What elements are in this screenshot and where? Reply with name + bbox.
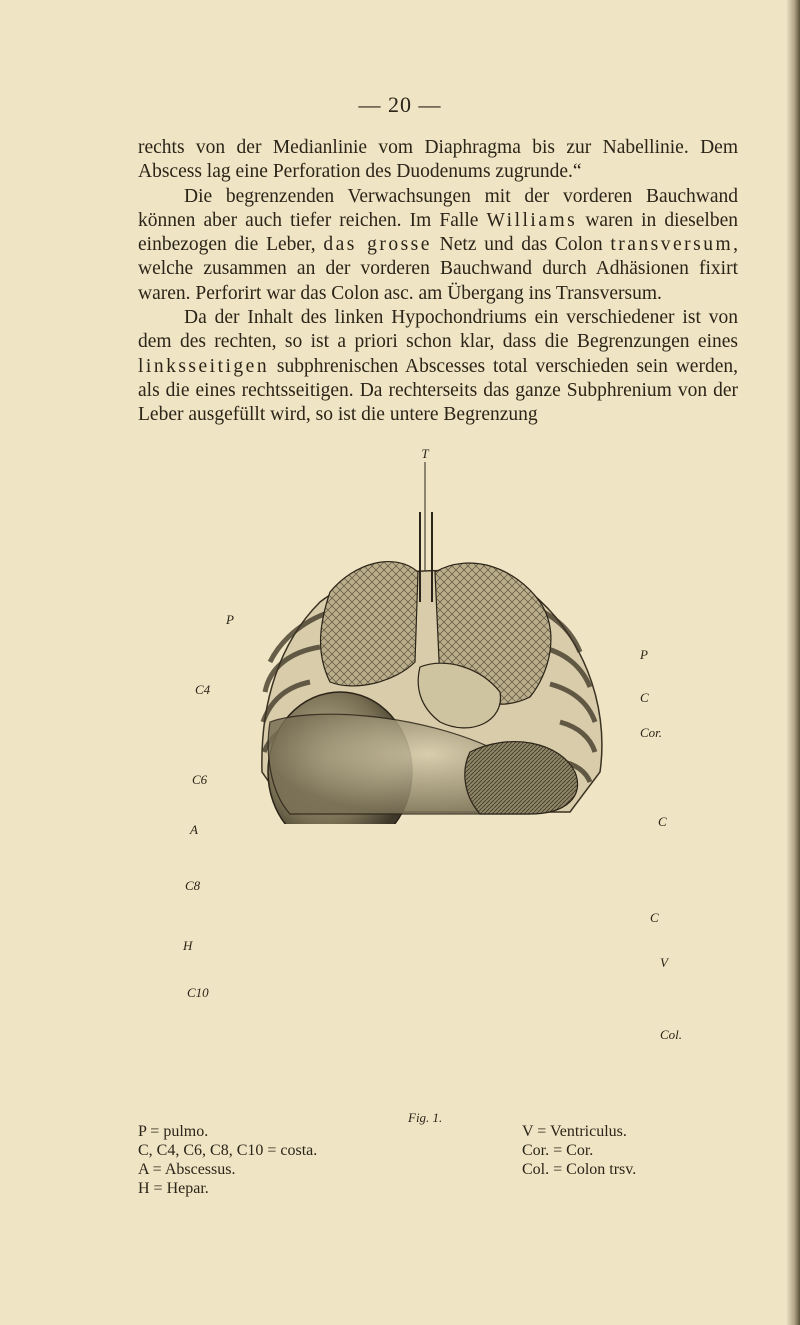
text-segment: Netz und das Colon: [431, 234, 611, 256]
label-right-cor: Cor.: [640, 725, 663, 740]
legend-left-row: P = pulmo.: [138, 1123, 209, 1140]
label-left-c8: C8: [185, 878, 201, 893]
label-left-c6: C6: [192, 772, 208, 787]
legend-right-row: V = Ventriculus.: [522, 1123, 627, 1140]
label-right-c3: C: [650, 910, 659, 925]
body-text: [138, 136, 738, 428]
label-right-v: V: [660, 955, 668, 970]
legend-left-row: A = Abscessus.: [138, 1161, 236, 1178]
spaced-emphasis: linksseitigen: [138, 355, 270, 377]
left-lung: [321, 562, 418, 686]
legend-left-row: H = Hepar.: [138, 1180, 209, 1197]
legend-left-row: C, C4, C6, C8, C10 = costa.: [138, 1142, 318, 1159]
page-number: — 20 —: [358, 92, 442, 117]
legend-right-row: Col. = Colon trsv.: [522, 1161, 637, 1178]
paragraph: [138, 185, 738, 306]
anatomical-figure: [170, 446, 690, 837]
legend-left-column: [138, 1122, 498, 1198]
text-segment: waren in dieselben einbezogen die Leber,: [138, 209, 738, 256]
text-segment: rechts von der Medianlinie vom Diaphragma bis zur Nabellinie. Dem Abscess lag eine Perforation des Duodenums zugrunde.“: [138, 137, 738, 183]
text-segment: Da der Inhalt des linken Hypochondriums ein verschiedener ist von dem des rechten, so ist a priori schon klar, dass die Begrenzungen eines: [138, 307, 738, 353]
label-right-p: P: [640, 647, 648, 662]
text-segment: Die begrenzenden Verwachsungen mit der vorderen Bauchwand können aber auch tiefer reichen. Im Falle: [138, 185, 738, 231]
spaced-emphasis: transversum: [610, 234, 734, 256]
paragraph: [138, 306, 738, 427]
legend-right-column: [522, 1122, 752, 1179]
label-top-t: T: [421, 446, 429, 461]
label-right-c1: C: [640, 690, 649, 705]
figure-caption: Fig. 1.: [408, 1110, 443, 1125]
figure-legend: [138, 1110, 748, 1202]
label-left-c10: C10: [187, 985, 209, 1000]
label-left-h: H: [183, 938, 193, 953]
text-segment: , welche zusammen an der vorderen Bauchwand durch Adhäsionen fixirt waren. Perforirt war das Colon asc. am Übergang ins Transversum.: [138, 234, 739, 304]
spaced-emphasis: das grosse: [323, 234, 432, 256]
text-segment: subphrenischen Abscesses total verschieden sein werden, als die eines rechtsseitigen. Da rechterseits das ganze Subphrenium von der Leber ausgefüllt wird, so ist die untere Begrenzung: [138, 355, 738, 426]
label-left-c4: C4: [195, 682, 211, 697]
label-right-c2: C: [658, 814, 667, 829]
label-left-a: A: [190, 822, 198, 837]
label-left-p: P: [226, 612, 234, 627]
page-edge-shadow: [786, 0, 800, 1325]
spaced-emphasis: Williams: [486, 209, 578, 231]
paragraph: [138, 136, 738, 185]
anatomy-illustration: [170, 452, 690, 824]
label-right-col: Col.: [660, 1027, 683, 1042]
legend-right-row: Cor. = Cor.: [522, 1142, 594, 1159]
